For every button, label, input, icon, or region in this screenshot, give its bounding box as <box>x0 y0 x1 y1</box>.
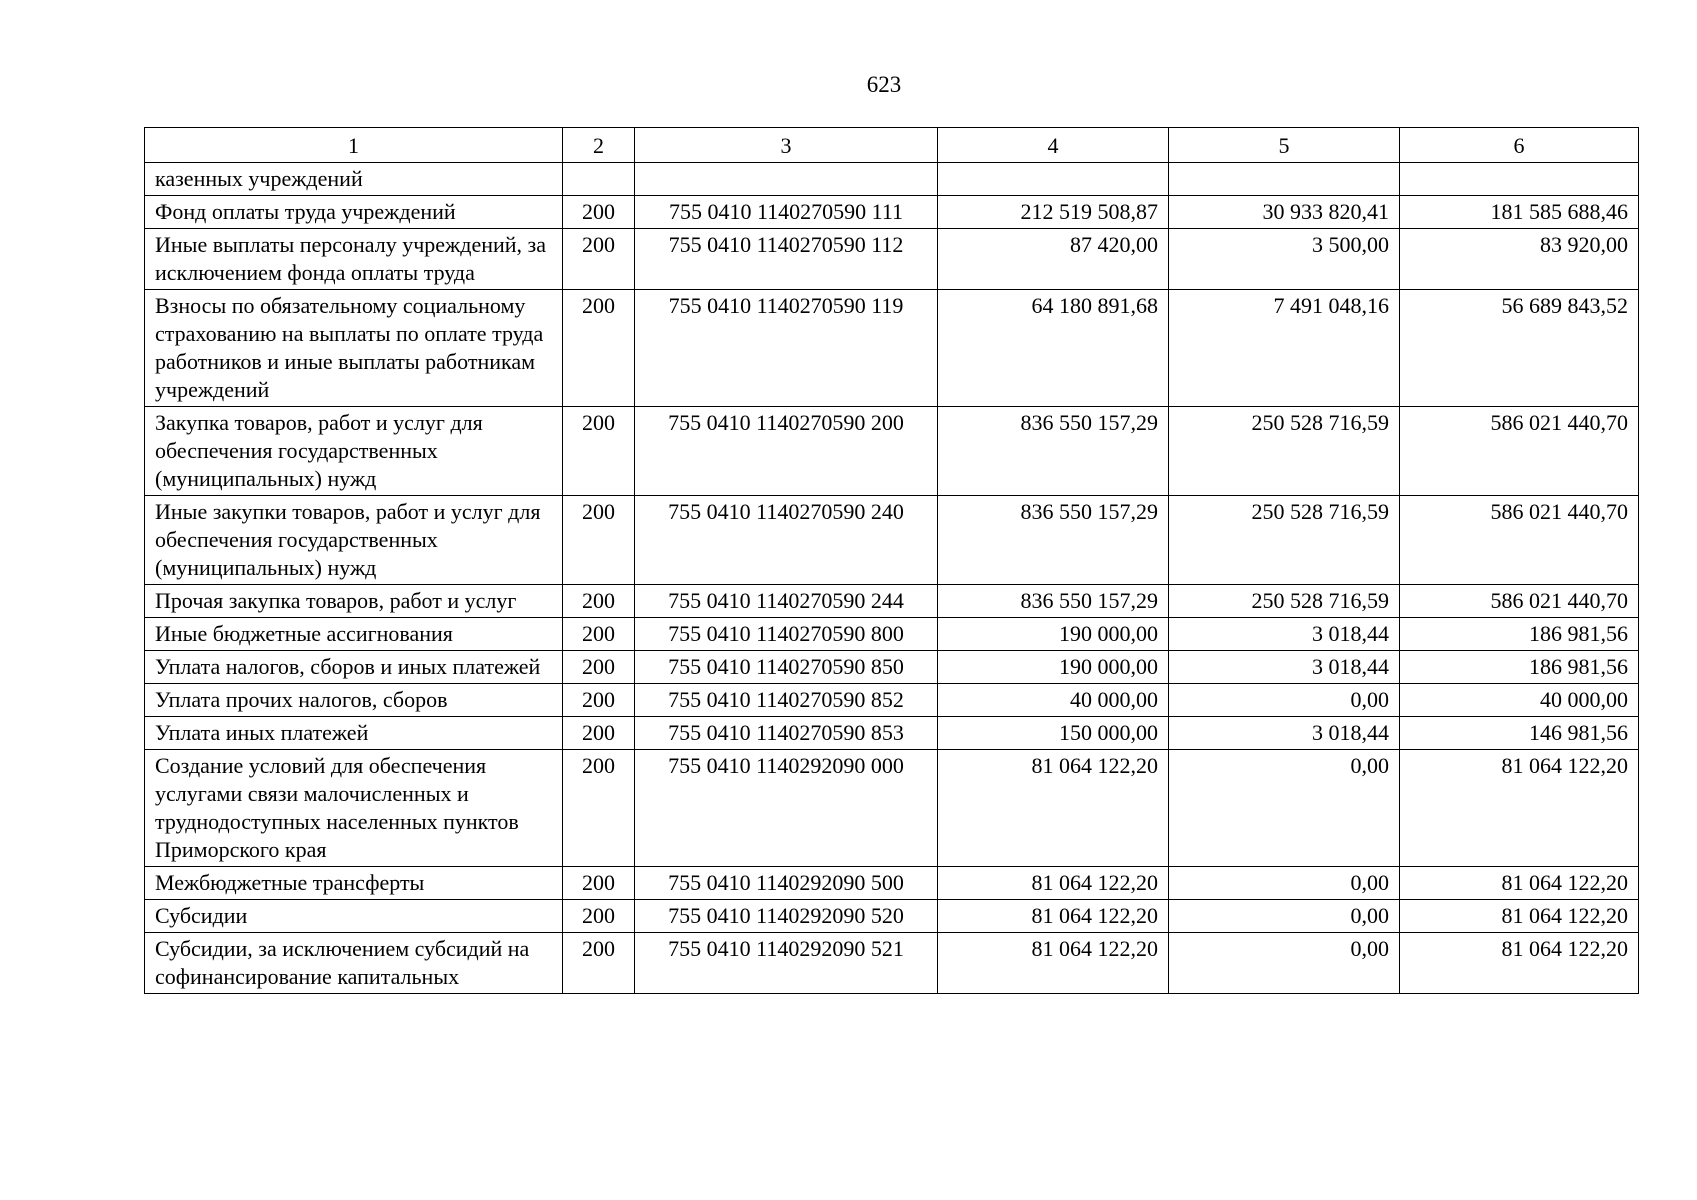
row-col-4: 81 064 122,20 <box>938 933 1169 994</box>
row-col-5: 250 528 716,59 <box>1169 496 1400 585</box>
row-code <box>563 163 635 196</box>
row-kbk: 755 0410 1140292090 500 <box>635 867 938 900</box>
table-row <box>145 585 1639 618</box>
row-col-5: 7 491 048,16 <box>1169 290 1400 407</box>
row-col-6: 83 920,00 <box>1400 229 1639 290</box>
table-row <box>145 750 1639 867</box>
row-kbk: 755 0410 1140270590 800 <box>635 618 938 651</box>
row-name: Закупка товаров, работ и услуг для обеспечения государственных (муниципальных) нужд <box>145 407 563 496</box>
table-row <box>145 618 1639 651</box>
row-kbk: 755 0410 1140292090 000 <box>635 750 938 867</box>
row-col-6: 186 981,56 <box>1400 651 1639 684</box>
row-col-5: 30 933 820,41 <box>1169 196 1400 229</box>
row-name: Межбюджетные трансферты <box>145 867 563 900</box>
row-code: 200 <box>563 496 635 585</box>
row-kbk: 755 0410 1140270590 853 <box>635 717 938 750</box>
row-code: 200 <box>563 684 635 717</box>
table-row <box>145 933 1639 994</box>
row-col-5: 0,00 <box>1169 933 1400 994</box>
row-col-4: 190 000,00 <box>938 651 1169 684</box>
row-col-6: 81 064 122,20 <box>1400 750 1639 867</box>
table-row <box>145 163 1639 196</box>
row-kbk: 755 0410 1140270590 852 <box>635 684 938 717</box>
row-code: 200 <box>563 407 635 496</box>
row-name: Создание условий для обеспечения услугами связи малочисленных и труднодоступных населенных пунктов Приморского края <box>145 750 563 867</box>
row-kbk: 755 0410 1140270590 200 <box>635 407 938 496</box>
row-name: Уплата иных платежей <box>145 717 563 750</box>
row-col-6: 81 064 122,20 <box>1400 867 1639 900</box>
row-col-5: 3 018,44 <box>1169 717 1400 750</box>
row-kbk: 755 0410 1140292090 521 <box>635 933 938 994</box>
row-code: 200 <box>563 651 635 684</box>
table-row <box>145 867 1639 900</box>
header-col-2: 2 <box>563 128 635 163</box>
row-col-4: 81 064 122,20 <box>938 867 1169 900</box>
row-code: 200 <box>563 867 635 900</box>
row-col-5: 250 528 716,59 <box>1169 407 1400 496</box>
table-row <box>145 651 1639 684</box>
header-col-3: 3 <box>635 128 938 163</box>
row-col-6: 146 981,56 <box>1400 717 1639 750</box>
row-kbk: 755 0410 1140270590 111 <box>635 196 938 229</box>
row-col-5: 3 500,00 <box>1169 229 1400 290</box>
row-name: Уплата прочих налогов, сборов <box>145 684 563 717</box>
row-kbk: 755 0410 1140270590 850 <box>635 651 938 684</box>
row-col-6: 181 585 688,46 <box>1400 196 1639 229</box>
row-col-4: 836 550 157,29 <box>938 585 1169 618</box>
row-col-4: 150 000,00 <box>938 717 1169 750</box>
row-col-4: 836 550 157,29 <box>938 407 1169 496</box>
row-col-4: 836 550 157,29 <box>938 496 1169 585</box>
row-col-4: 87 420,00 <box>938 229 1169 290</box>
row-code: 200 <box>563 618 635 651</box>
row-name: Уплата налогов, сборов и иных платежей <box>145 651 563 684</box>
row-code: 200 <box>563 290 635 407</box>
header-col-4: 4 <box>938 128 1169 163</box>
table-row <box>145 900 1639 933</box>
row-col-5: 0,00 <box>1169 900 1400 933</box>
row-name: Иные бюджетные ассигнования <box>145 618 563 651</box>
budget-table <box>144 127 1639 994</box>
row-code: 200 <box>563 229 635 290</box>
row-kbk: 755 0410 1140270590 112 <box>635 229 938 290</box>
row-col-5: 0,00 <box>1169 867 1400 900</box>
row-col-6 <box>1400 163 1639 196</box>
row-code: 200 <box>563 717 635 750</box>
row-kbk <box>635 163 938 196</box>
row-col-5: 250 528 716,59 <box>1169 585 1400 618</box>
row-col-4: 81 064 122,20 <box>938 750 1169 867</box>
table-row <box>145 496 1639 585</box>
row-name: Субсидии, за исключением субсидий на софинансирование капитальных <box>145 933 563 994</box>
page-number: 623 <box>866 72 902 97</box>
row-col-6: 40 000,00 <box>1400 684 1639 717</box>
header-col-6: 6 <box>1400 128 1639 163</box>
row-col-6: 586 021 440,70 <box>1400 496 1639 585</box>
table-row <box>145 407 1639 496</box>
row-kbk: 755 0410 1140270590 244 <box>635 585 938 618</box>
row-col-5: 0,00 <box>1169 750 1400 867</box>
row-kbk: 755 0410 1140292090 520 <box>635 900 938 933</box>
row-name: Прочая закупка товаров, работ и услуг <box>145 585 563 618</box>
table-row <box>145 229 1639 290</box>
row-col-5: 3 018,44 <box>1169 618 1400 651</box>
row-col-5: 3 018,44 <box>1169 651 1400 684</box>
row-name: Иные выплаты персоналу учреждений, за исключением фонда оплаты труда <box>145 229 563 290</box>
row-kbk: 755 0410 1140270590 240 <box>635 496 938 585</box>
row-col-6: 586 021 440,70 <box>1400 585 1639 618</box>
table-row <box>145 717 1639 750</box>
row-col-6: 56 689 843,52 <box>1400 290 1639 407</box>
row-name: Иные закупки товаров, работ и услуг для обеспечения государственных (муниципальных) нужд <box>145 496 563 585</box>
row-col-4 <box>938 163 1169 196</box>
table-row <box>145 290 1639 407</box>
row-name: Взносы по обязательному социальному страхованию на выплаты по оплате труда работников и иные выплаты работникам учреждений <box>145 290 563 407</box>
row-code: 200 <box>563 933 635 994</box>
row-col-5: 0,00 <box>1169 684 1400 717</box>
table-row <box>145 684 1639 717</box>
header-col-1: 1 <box>145 128 563 163</box>
row-col-6: 81 064 122,20 <box>1400 933 1639 994</box>
row-name: Фонд оплаты труда учреждений <box>145 196 563 229</box>
row-col-4: 190 000,00 <box>938 618 1169 651</box>
row-col-5 <box>1169 163 1400 196</box>
row-col-4: 212 519 508,87 <box>938 196 1169 229</box>
row-kbk: 755 0410 1140270590 119 <box>635 290 938 407</box>
row-col-4: 40 000,00 <box>938 684 1169 717</box>
table-header-row <box>145 128 1639 163</box>
table-row <box>145 196 1639 229</box>
row-code: 200 <box>563 196 635 229</box>
row-name: казенных учреждений <box>145 163 563 196</box>
row-code: 200 <box>563 750 635 867</box>
row-code: 200 <box>563 585 635 618</box>
row-col-4: 81 064 122,20 <box>938 900 1169 933</box>
row-col-4: 64 180 891,68 <box>938 290 1169 407</box>
row-col-6: 81 064 122,20 <box>1400 900 1639 933</box>
row-col-6: 586 021 440,70 <box>1400 407 1639 496</box>
row-col-6: 186 981,56 <box>1400 618 1639 651</box>
row-code: 200 <box>563 900 635 933</box>
header-col-5: 5 <box>1169 128 1400 163</box>
row-name: Субсидии <box>145 900 563 933</box>
